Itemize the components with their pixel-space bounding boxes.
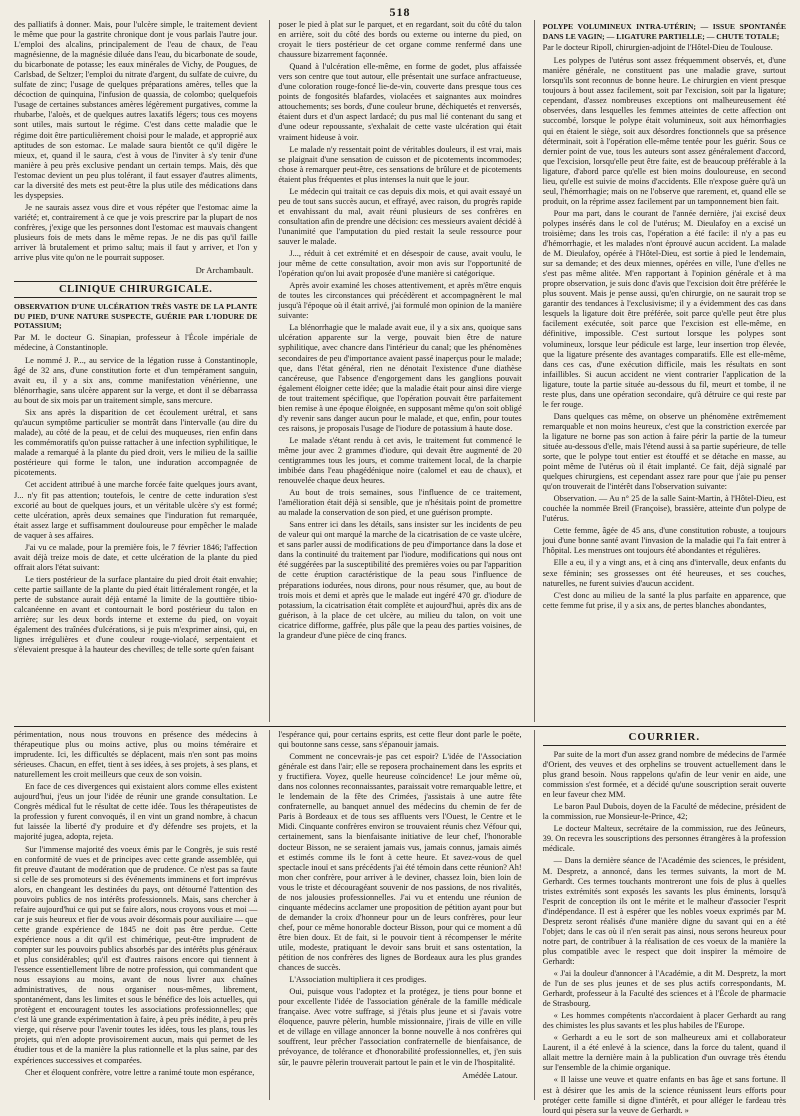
paragraph: « Il laisse une veuve et quatre enfants en bas âge et sans fortune. Il est à désirer que les amis de la science réunissent leurs efforts pour protéger cette famille si digne d'intérêt, et pour alléger le fardeau très lourd qui pèsera sur la veuve de Gerhardt. » [542, 1075, 786, 1115]
paragraph: poser le pied à plat sur le parquet, et en regardant, soit du côté du talon en arrière, soit du côté des bords ou externe ou interne du pied, on croyait le tiers postérieur de cet organe comme renfermé dans une chaussure bizarrement façonnée. [278, 20, 522, 60]
author-signature: Dr Archambault. [195, 265, 254, 276]
paragraph: Quand à l'ulcération elle-même, en forme de godet, plus affaissée vers son centre que tout autour, elle présentait une surface anfractueuse, d'une coloration rouge-foncé lie-de-vin, couverte dans presque tous ces points de fongosités blafardes, violacées et saignantes aux moindres attouchements; ses bords, d'une couleur brune, déchiquetés et renversés, étaient durs et d'un aspect lardacé; du pus mal lié contenant du sang et d'une odeur repoussante, s'exhalait de cette vaste ulcération qui était vraiment hideuse à voir. [278, 62, 522, 142]
paragraph: Dans quelques cas même, on observe un phénomène extrêmement remarquable et non moins heureux, c'est que la constriction exercée par la ligature ne borne pas son action à faire périr la partie de la tumeur située au-dessous d'elle, mais l'étend aussi à sa partie supérieure, de telle sorte, que le polype tout entier est étouffé et se détache en masse, au point même de l'utérus où il était implanté. Ce fait, déjà signalé par quelques chirurgiens, est cependant assez rare pour que j'aie pu penser qu'on trouverait de l'intérêt dans l'observation suivante: [542, 411, 786, 492]
paragraph: C'est donc au milieu de la santé la plus parfaite en apparence, que cette femme fut prise, il y a six ans, de pertes blanches abondantes, [542, 590, 786, 610]
column-3 [534, 20, 786, 722]
paragraph: Six ans après la disparition de cet écoulement urétral, et sans qu'aucun symptôme particulier se montrât dans l'intervalle (au dire du malade), au côté de la peau, et de celui des muqueuses, rien enfin dans les commémoratifs qu'on puisse rattacher à une infection syphilitique, le malade a remarqué à la plante du pied droit, vers le milieu de la saillie postérieure qui forme le talon, une induration accompagnée de picotements. [14, 408, 258, 478]
paragraph: « Gerhardt a eu le sort de son malheureux ami et collaborateur Laurent, il a été enlevé à la science, dans la force du talent, quand il allait mettre la dernière main à la publication d'un ouvrage très étendu sur l'ensemble de la chimie organique. [542, 1033, 786, 1073]
paragraph: « Les hommes compétents n'accordaient à placer Gerhardt au rang des chimistes les plus savants et les plus habiles de l'Europe. [542, 1011, 786, 1031]
article-heading: OBSERVATION D'UNE ULCÉRATION TRÈS VASTE DE LA PLANTE DU PIED, D'UNE NATURE SUSPECTE, GUÉRIE PAR L'IODURE DE POTASSIUM; [14, 302, 258, 331]
paragraph: Sur l'immense majorité des voeux émis par le Congrès, je suis resté en conformité de vues et de principes avec cette grande assemblée, qui fit preuve d'autant de modération que de prudence. Ce n'est pas sa faute si celle de ses promoteurs si des événements imminens et fort imprévus alors, en changeant les destinées du pays, ont détourné l'attention des pouvoirs publics de nos intérêts professionnels. Mais, sans chercher à refaire aujourd'hui ce qui put se faire alors, nous croyons vous et moi — car je suis heureux et fier de vous avoir désormais pour auxiliaire — que cette grande expérience de 1845 ne doit pas être perdue. Cette expérience nous a dit qu'il est chimérique, peut-être imprudent de compter sur les pouvoirs publics absorbés par des intérêts plus généraux et plus considérables; qu'il est d'autres raisons encore qui tiennent à l'essence essentiellement libre de notre profession, qui commandent que nous essayions au moins, avant de nous livrer aux chaînes administratives, de nous organiser nous-mêmes, librement, spontanément, dans les limites et sous le bénéfice des lois actuelles, qui protègent et encouragent toutes les associations professionnelles; que c'est là une grande expérimentation à faire, à peu près inédite, à peu près vierge, qui réserve pour l'avenir toutes les idées, tous les plans, tous les projets, qui n'en adopte provisoirement aucun, mais qui permet de les étudier tous et de la manière la plus rationnelle et la plus saine, par des expériences successives et comparées. [14, 844, 258, 1065]
paragraph: Le médecin qui traitait ce cas depuis dix mois, et qui avait essayé un peu de tout sans succès aucun, et effrayé, avec raison, du progrès rapide et envahissant du mal, avait réuni plusieurs de ses confrères en consultation afin de prendre une décision: ces messieurs avaient décidé à l'unanimité que l'amputation du pied restait la seule ressource pour sauver le malade. [278, 186, 522, 246]
bottom-column-3 [534, 730, 786, 1115]
paragraph: périmentation, nous nous trouvons en présence des médecins à thérapeutique plus ou moins active, plus ou moins téméraire et imprudente. Ici, les difficultés se déplacent, mais n'en sont pas moins sérieuses. Chacun, en effet, tient à ses idées, à ses projets, à ses plans, et naturellement les croit meilleurs que ceux de son voisin. [14, 730, 258, 780]
paragraph: Le docteur Malteux, secrétaire de la commission, rue des Jeûneurs, 39. On recevra les souscriptions des personnes étrangères à la profession médicale. [542, 824, 786, 854]
paragraph: Je ne saurais assez vous dire et vous répéter que l'estomac aime la variété; et, contrairement à ce que je vois prescrire par la plupart de nos confrères, j'exige que les personnes dont l'estomac est mauvais changent plusieurs fois de mets dans le même repas. Je ne dis pas qu'il faille arriver là brutalement et primo saltu; mais il faut y arriver, et l'on y arrive plus vite qu'on ne le pourrait supposer. [14, 202, 258, 263]
paragraph: Cher et éloquent confrère, votre lettre a ranimé toute mon espérance, [25, 1067, 255, 1077]
paragraph: L'Association multipliera it ces prodiges. [289, 975, 427, 985]
paragraph: des palliatifs à donner. Mais, pour l'ulcère simple, le traitement devient le même que pour la gastrite chronique dont je vous parlais l'autre jour. L'emploi des alcalins, principalement de l'eau de chaux, de l'eau magnésienne, de la magnésie diluée dans l'eau, du bicarbonate de soude, du bicarbonate de potasse; les eaux minérales de Vichy, de Pougues, de Carlsbad, de Seltzer; l'emploi du nitrate d'argent, du sulfate de cuivre, du sulfate de zinc; l'usage de quelques préparations amères, telles que la décoction de quinquina, l'infusion de quassia, de colombo; quelquefois l'usage de certaines substances amères légèrement purgatives, comme la rhubarbe, l'aloès, et de quelques autres laxatifs légers; tous ces moyens sont utiles, mais surtout le régime. C'est dans cette maladie que le régime doit être particulièrement choisi pour le malade, et approprié aux aptitudes de son estomac. Le malade saura bientôt ce qu'il digère le mieux, et, quand il le saura, c'est à vous de l'inviter à s'y tenir d'une manière à peu près exclusive pendant un certain temps. Mais, dès que l'estomac devient un peu plus tolérant, il faut essayer d'autres aliments, car la diversité des mets est peut-être la plus utile des médications dans les dyspepsies. [14, 20, 258, 200]
paragraph: Elle a eu, il y a vingt ans, et à cinq ans d'intervalle, deux enfants du sexe féminin; ses grossesses ont été heureuses, et ses couches, naturelles, ne furent suivies d'aucun accident. [542, 558, 786, 588]
paragraph: Oui, puisque vous l'adoptez et la protégez, je tiens pour bonne et pour excellente l'idée de l'association générale de la famille médicale française. Avec votre suffrage, si j'étais plus jeune et si j'avais votre éloquence, pauvre pèlerin, humble missionnaire, j'irais de ville en ville et de village en village annoncer la bonne nouvelle à nos confrères qui souffrent, leur prêcher l'association confraternelle de bienfaisance, de prévoyance, de tolérance et d'honorabilité professionnelles, et, j'en suis sûr, le pauvre pèlerin trouverait partout le pain et le vin de l'hospitalité. [278, 987, 522, 1067]
paragraph: Observation. — Au n° 25 de la salle Saint-Martin, à l'Hôtel-Dieu, est couchée la nommée Breil (Françoise), brassière, atteinte d'un polype de l'utérus. [542, 494, 786, 524]
paragraph: Comment ne concevrais-je pas cet espoir? L'idée de l'Association générale est dans l'air; elle se reposera prochainement dans les esprits et y fructifiera. Voyez, quelle heureuse coïncidence! Le jour même où, dans nos colonnes reconnaissantes, paraissait votre remarquable lettre, et le lendemain de la fête des Crimées, j'assistais à une autre fête confraternelle, au banquet annuel des médecins du chemin de fer de Paris à Bordeaux et de tous ses affluents vers l'Ouest, le Centre et le Midi. Cinquante confrères environ se trouvaient réunis chez Véfour qui, certainement, sans la bienfaisante initiative de leur chef, l'honorable docteur Bisson, ne se seraient jamais vus, jamais connus, jamais aimés et estimés comme ils le font à cette heure. Et savez-vous de quel spectacle inouï et sans précédents j'ai été témoin dans cette réunion? Ah! mon cher confrère, pour arriver à le deviner, chassez loin, bien loin de vous le triste et découragéant souvenir de nos passions, de nos rivalités, de nos jalousies professionnelles. J'ai vu et entendu une réunion de cinquante médecins acclamer une proposition de pétition ayant pour but de demander la croix d'honneur pour un de leurs confrères, pour leur chef, pour ce même honorable docteur Bisson, pour qui ce moment a dû être bien doux. Et de fait, si le pouvoir tient à récompenser le mérite utile, modeste, pratiquant le devoir sans bruit et sans ostentation, la pétition de nos confrères des lignes de Bordeaux aura les plus grandes chances de succès. [278, 752, 522, 973]
paragraph: Sans entrer ici dans les détails, sans insister sur les incidents de peu de valeur qui ont marqué la marche de la cicatrisation de ce vaste ulcère, et sans parler aussi de modifications de peu d'importance dans la dose et dans la continuité du traitement par l'iodure, modifications qui nous ont été suggérées par la susceptibilité des premières voies ou par l'apparition de cette éruption caractéristique de la peau sous l'influence de préparations iodurées, nous dirons, pour nous résumer, que, au bout de trois mois et demi et après que le malade eut ingéré 470 gr. d'iodure de potassium, la cicatrisation était complète et aujourd'hui, après dix ans de guérison, à la place de cet ulcère, au milieu du talon, on voit une cicatrice difforme, gaffrée, plus pâle que la peau des parties voisines, de la grandeur d'une pièce de cinq francs. [278, 520, 522, 640]
paragraph: Le baron Paul Dubois, doyen de la Faculté de médecine, président de la commission, rue Monsieur-le-Prince, 42; [542, 802, 786, 822]
paragraph: J..., réduit à cet extrémité et en désespoir de cause, avait voulu, le jour même de cette consultation, avoir mon avis sur l'opportunité de l'opération qu'on lui avait proposée d'une manière si catégorique. [278, 249, 522, 279]
paragraph: La blénorrhagie que le malade avait eue, il y a six ans, quoique sans ulcération apparente sur la verge, pouvait bien être de nature syphilitique, avec chancre dans l'intérieur du canal; que les phénomènes secondaires de peu d'importance avaient passé inaperçus pour le malade; que, dans l'état général, rien ne dénotait l'existence d'une diathèse cancéreuse, que l'absence d'engorgement dans les ganglions pouvait également éloigner cette idée; que la maladie était pour ainsi dire vierge de tout traitement spécifique, que l'opération pouvait être parfaitement bien remise à une époque éloignée, en supposant même qu'on soit obligé d'y revenir sans danger aucun pour le malade, et que, enfin, pour toutes ces raisons, je proposais l'usage de l'iodure de potassium à haute dose. [278, 323, 522, 433]
paragraph: Le malade s'étant rendu à cet avis, le traitement fut commencé le même jour avec 2 grammes d'iodure, qui devait être augmenté de 20 centigrammes tous les jours, et comme traitement local, de la charpie imbibée dans l'eau phagédénique noire (calomel et eau de chaux), et renouvelée chaque deux heures. [278, 435, 522, 486]
paragraph: Le tiers postérieur de la surface plantaire du pied droit était envahie; cette partie saillante de la plante du pied était littéralement rongée, et la perte de substance aurait déjà entamé la limite de la gouttière tibio-calcanéenne en avant et contournait le bord postérieur du talon en arrière; sur les deux bords interne et externe du pied, on voyait également des traînées d'ulcérations, si je puis m'exprimer ainsi, qui, en lignes irrégulières et d'une couleur rouge-violacé, serpentaient et s'élevaient presque à la hauteur des chevilles; de telle sorte qu'en faisant [14, 574, 258, 655]
paragraph: « J'ai la douleur d'annoncer à l'Académie, a dit M. Despretz, la mort de l'un de ses plus jeunes et de ses plus actifs correspondants, M. Gerhardt, professeur à la Faculté des sciences et à l'École de pharmacie de Strasbourg. [542, 968, 786, 1009]
byline: Par le docteur Ripoll, chirurgien-adjoint de l'Hôtel-Dieu de Toulouse. [542, 43, 773, 53]
paragraph: Cet accident attribué à une marche forcée faite quelques jours avant, J... n'y fit pas attention; toutefois, le centre de cette induration s'est excorié au bout de quelques jours, et un véritable ulcère s'y est formé; cette ulcération, après deux semaines que l'induration fut remarquée, était assez large et suffisamment douloureuse pour empêcher le malade de vaquer à ses affaires. [14, 480, 258, 540]
paragraph: Le nommé J. P..., au service de la légation russe à Constantinople, âgé de 32 ans, d'une constitution forte et d'un tempérament sanguin, avait eu, il y a six ans, comme manifestation vénérienne, une blénorrhagie, sans ulcère apparent sur la verge, et dont il se débarrassa au bout de six mois par un traitement simple, sans mercure. [14, 355, 258, 406]
article-heading: POLYPE VOLUMINEUX INTRA-UTÉRIN; — ISSUE SPONTANÉE DANS LE VAGIN; — LIGATURE PARTIELLE; — CHUTE TOTALE; [542, 22, 786, 41]
author-signature: Amédée Latour. [462, 1069, 518, 1080]
paragraph: Par suite de la mort d'un assez grand nombre de médecins de l'armée d'Orient, des veuves et des orphelins se trouvent actuellement dans le plus grand besoin. Nous rappelons qu'afin de leur venir en aide, une commission s'est formée, et a décidé qu'une souscription serait ouverte en leur faveur chez MM. [542, 750, 786, 800]
bottom-column-2 [269, 730, 521, 1100]
paragraph: — Dans la dernière séance de l'Académie des sciences, le président, M. Despretz, a annoncé, dans les termes suivants, la mort de M. Gerhardt. Ces termes touchants montreront une fois de plus à quelles tristes extrémités sont exposés les savants les plus éminents, lorsqu'à l'esprit de conception ils ont le mérite et le malheur d'associer l'esprit d'indépendance. Il est à espérer que les nobles voeux exprimés par M. Despretz seront réalisés d'une manière digne du savant qui en a été l'objet; dans le cas où il n'en serait pas ainsi, nous serons heureux pour notre part, de contribuer à la réalisation de ces voeux de la manière la plus compatible avec le respect que doit inspirer la mémoire de Gerhardt: [542, 856, 786, 966]
bottom-column-1 [14, 730, 257, 1100]
paragraph: Au bout de trois semaines, sous l'influence de ce traitement, l'amélioration était déjà si sensible, que je n'hésitais point de promettre au malade la conservation de son pied, et une guérison prompte. [278, 488, 522, 518]
column-2 [269, 20, 521, 722]
byline: Par M. le docteur G. Sinapian, professeur à l'École impériale de médecine, à Constantinople. [14, 332, 258, 352]
paragraph: l'espérance qui, pour certains esprits, est cette fleur dont parle le poëte, qui boutonne sans cesse, sans s'épanouir jamais. [278, 730, 522, 750]
section-title: CLINIQUE CHIRURGICALE. [14, 281, 257, 298]
paragraph: Après avoir examiné les choses attentivement, et après m'être enquis de toutes les circonstances qui précédèrent et accompagnèrent le mal jusqu'à l'époque où il était arrivé, j'ai formulé mon opinion de la manière suivante: [278, 281, 522, 321]
top-columns [14, 20, 786, 722]
page-number: 518 [389, 5, 411, 19]
courrier-title: COURRIER. [543, 730, 786, 746]
paragraph: Les polypes de l'utérus sont assez fréquemment observés, et, d'une manière générale, ne constituent pas une maladie grave, surtout lorsqu'ils sont reconnus de bonne heure. Le chirurgien en vient presque toujours à bout assez facilement, soit par l'excision, soit par la ligature; cependant, d'assez nombreuses exceptions ont malheureusement été observées, dans lesquelles les femmes atteintes de cette affection ont succombé, lorsque le polype était volumineux, soit aux hémorrhagies qui en étaient le siège, soit aux désordres fonctionnels que sa présence déterminait, soit à l'opération elle-même tentée pour les guérir. Sous ce dernier point de vue, tous les auteurs sont assez généralement d'accord, que l'excision, lorsqu'elle peut être faite, est de beaucoup préférable à la ligature, d'abord parce qu'elle est bien moins douloureuse, en second lieu, qu'elle est suivie de moins d'accidents. Elle n'expose guère qu'à un seul, l'hémorrhagie; mais on ne l'observe que rarement, et, quand elle se produit, on la réprime assez facilement par un tamponnement bien fait. [542, 56, 786, 206]
paragraph: Pour ma part, dans le courant de l'année dernière, j'ai excisé deux polypes insérés dans le col de l'utérus; M. Dieulafoy en a excisé un troisième; dans les trois cas, l'opération a été facile: il n'y a pas eu d'hémorrhagie, et les malades n'ont éprouvé aucun accident. La malade de M. Dieulafoy, opérée à l'Hôtel-Dieu, est sortie à pied le lendemain, sur sa demande; et des deux miennes, opérées en ville, l'une d'elles ne s'est pas même alitée. M'en rapportant à l'opinion générale et à ma propre observation, je suis donc d'avis que l'excision doit être préférée le plus souvent. Mais je pense aussi, qu'en chirurgie, on ne saurait trop se garantir des tendances à l'exclusivisme; il y a évidemment des cas dans lesquels la ligature doit être préférée, soit parce qu'elle peut être plus facilement exécutée, soit parce que l'excision est elle-même, en définitive, impossible. C'est surtout lorsque les polypes sont volumineux, lorsque leur pédicule est large, leur insertion trop élevée, que la ligature présente des avantages comparatifs. Elle est elle-même, dans ces cas, d'une exécution difficile, mais les résultats en sont infaillibles. Si aucun accident ne vient contrarier l'application de la ligature, toute la partie située au-dessous du fil, meurt et tombe, il ne reste plus, dans une opération secondaire, qu'à détruire ce qui reste par le fer rouge. [542, 208, 786, 409]
column-1 [14, 20, 257, 722]
paragraph: J'ai vu ce malade, pour la première fois, le 7 février 1846; l'affection avait déjà treize mois de date, et cette ulcération de la plante du pied offrait alors l'état suivant: [14, 542, 258, 572]
bottom-columns [14, 726, 786, 1115]
paragraph: Le malade n'y ressentait point de véritables douleurs, il est vrai, mais se plaignait d'une sensation de cuisson et de picotements incommodes; chose à remarquer peut-être, ces sensations de brûlure et de picotements étaient plus fréquentes et plus intenses la nuit que le jour. [278, 144, 522, 184]
paragraph: Cette femme, âgée de 45 ans, d'une constitution robuste, a toujours joui d'une bonne santé avant l'invasion de la maladie qui l'a fait entrer à l'hôpital. Les menstrues ont toujours été abondantes et régulières. [542, 526, 786, 556]
paragraph: En face de ces divergences qui existaient alors comme elles existent aujourd'hui, j'eus un jour l'idée de réunir une grande consultation. Le Congrès médical fut le résultat de cette idée. Tous les thérapeutistes de la profession y furent convoqués, il en vint un grand nombre, à chacun fut laissée la liberté d'y produire et d'y défendre ses projets, et la majorité jugea, adopta, rejeta. [14, 782, 258, 842]
